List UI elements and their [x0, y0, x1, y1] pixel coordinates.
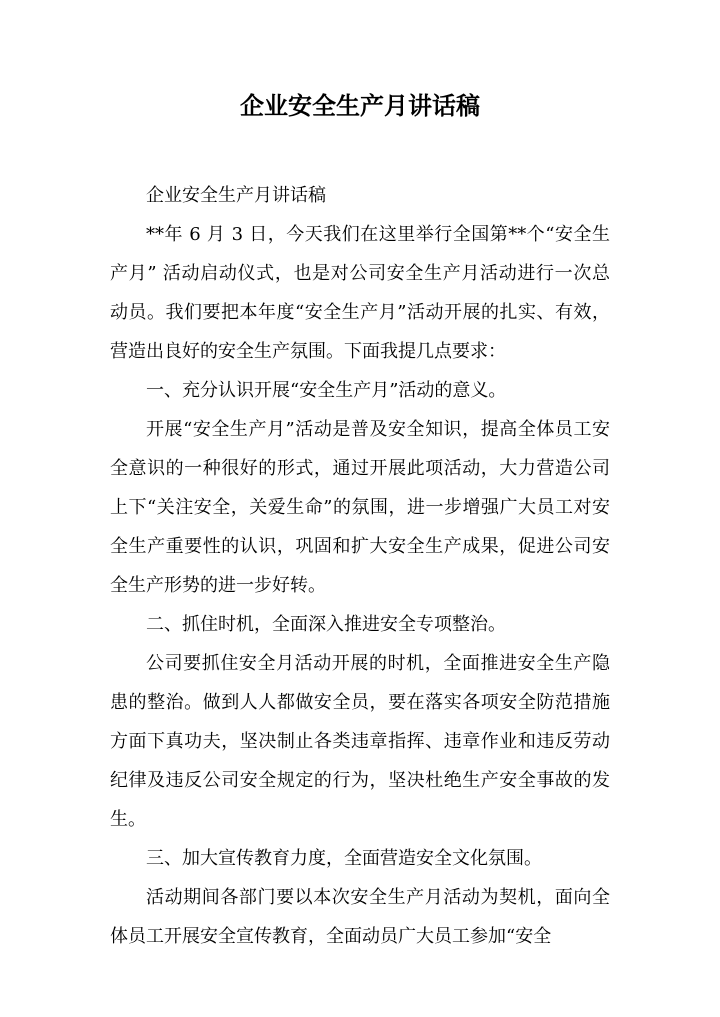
paragraph-section-1: 开展“安全生产月”活动是普及安全知识，提高全体员工安全意识的一种很好的形式，通过开展此项活动，大力营造公司上下“关注安全，关爱生命”的氛围，进一步增强广大员工对安全生产重要性的认识，巩固和扩大安全生产成果，促进公司安全生产形势的进一步好转。	[110, 419, 610, 596]
heading-section-2: 二、抓住时机，全面深入推进安全专项整治。	[146, 614, 506, 635]
paragraph-opening: **年 6 月 3 日，今天我们在这里举行全国第**个“安全生产月” 活动启动仪式，也是对公司安全生产月活动进行一次总动员。我们要把本年度“安全生产月”活动开展的扎实、有效，营造出良好的安全生产氛围。下面我提几点要求：	[110, 224, 610, 362]
heading-section-1: 一、充分认识开展“安全生产月”活动的意义。	[146, 380, 507, 401]
document-body	[110, 176, 610, 956]
paragraph-section-3: 活动期间各部门要以本次安全生产月活动为契机，面向全体员工开展安全宣传教育，全面动员广大员工参加“安全	[110, 887, 610, 947]
heading-section-3: 三、加大宣传教育力度，全面营造安全文化氛围。	[146, 848, 542, 869]
paragraph-section-2: 公司要抓住安全月活动开展的时机，全面推进安全生产隐患的整治。做到人人都做安全员，要在落实各项安全防范措施方面下真功夫，坚决制止各类违章指挥、违章作业和违反劳动纪律及违反公司安全规定的行为，坚决杜绝生产安全事故的发生。	[110, 653, 610, 830]
paragraph-subtitle: 企业安全生产月讲话稿	[146, 185, 326, 206]
document-title: 企业安全生产月讲话稿	[240, 92, 480, 120]
